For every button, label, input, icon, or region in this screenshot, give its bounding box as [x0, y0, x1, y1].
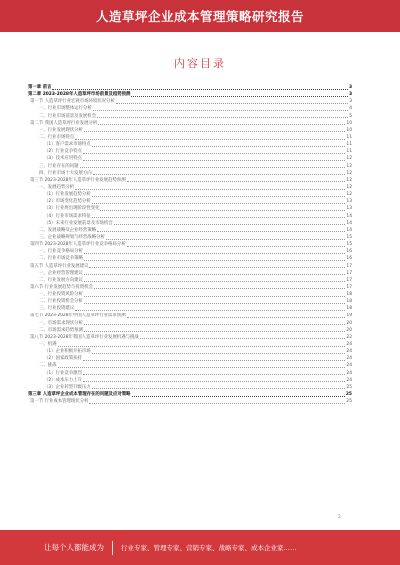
- toc-entry[interactable]: [28, 384, 352, 391]
- toc-entry-page: 19: [346, 313, 352, 319]
- toc-entry-label: 第五节 人造草坪行业发展建议: [30, 263, 89, 269]
- toc-leader-dots: [84, 252, 345, 254]
- toc-entry[interactable]: [28, 305, 352, 312]
- toc-entry-page: 17: [346, 270, 352, 276]
- toc-leader-dots: [75, 309, 345, 311]
- toc-entry-page: 16: [346, 249, 352, 255]
- toc-leader-dots: [58, 366, 346, 368]
- toc-entry-page: 20: [346, 320, 352, 326]
- toc-entry-page: 11: [346, 149, 352, 155]
- toc-entry[interactable]: [28, 105, 352, 112]
- toc-entry[interactable]: [28, 127, 352, 134]
- toc-entry-label: 第三章 人造草坪企业成本管理存在的问题及应对策略: [28, 392, 131, 398]
- toc-entry-page: 18: [346, 292, 352, 298]
- toc-entry-page: 20: [346, 327, 352, 333]
- toc-entry[interactable]: [28, 355, 352, 362]
- toc-entry-page: 13: [346, 199, 352, 205]
- toc-leader-dots: [114, 223, 346, 225]
- toc-leader-dots: [131, 95, 348, 97]
- toc-entry-page: 3: [348, 84, 352, 90]
- toc-leader-dots: [83, 380, 345, 382]
- toc-entry[interactable]: [28, 391, 352, 398]
- toc-entry[interactable]: [28, 298, 352, 305]
- toc-entry-page: 16: [346, 256, 352, 262]
- toc-entry[interactable]: [28, 327, 352, 334]
- toc-leader-dots: [83, 373, 345, 375]
- toc-entry-page: 12: [346, 156, 352, 162]
- toc-entry[interactable]: [28, 227, 352, 234]
- toc-entry-label: （1）行业竞争激烈: [44, 370, 82, 376]
- toc-leader-dots: [84, 280, 345, 282]
- toc-leader-dots: [127, 180, 346, 182]
- toc-leader-dots: [100, 209, 345, 211]
- toc-entry-label: 二、行业投资机会分析: [39, 299, 83, 305]
- toc-entry[interactable]: [28, 398, 352, 405]
- toc-entry-page: 25: [346, 399, 352, 405]
- toc-leader-dots: [84, 302, 345, 304]
- toc-entry[interactable]: [28, 370, 352, 377]
- toc-entry-page: 12: [346, 184, 352, 190]
- toc-entry-label: 二、市场需求趋势预测: [39, 327, 83, 333]
- toc-entry-page: 14: [346, 213, 352, 219]
- toc-entry-page: 22: [346, 334, 352, 340]
- toc-leader-dots: [92, 145, 346, 147]
- toc-entry[interactable]: [28, 113, 352, 120]
- toc-entry-label: 第四节 2023-2028年人造草坪行业竞争格局分析: [30, 242, 126, 248]
- toc-entry-page: 25: [345, 392, 352, 398]
- toc-leader-dots: [84, 323, 345, 325]
- toc-entry-label: 一、行业市场整体运行分析: [39, 106, 92, 112]
- toc-entry-label: （3）企业转型升级压力: [44, 384, 91, 390]
- toc-leader-dots: [89, 266, 345, 268]
- toc-entry[interactable]: [28, 155, 352, 162]
- toc-leader-dots: [106, 238, 346, 240]
- toc-entry[interactable]: [28, 84, 352, 91]
- toc-entry-label: （2）市场变化趋势分析: [44, 199, 91, 205]
- toc-entry[interactable]: [28, 177, 352, 184]
- toc-entry-label: 第二节 我国人造草坪行业发展分析: [30, 120, 98, 126]
- toc-entry[interactable]: [28, 341, 352, 348]
- toc-entry-label: 二、行业市场竞争策略: [39, 256, 83, 262]
- toc-entry-label: （2）行业竞争特点: [44, 149, 82, 155]
- toc-entry-label: 二、发展战略及企业经营策略: [39, 227, 97, 233]
- toc-leader-dots: [84, 273, 345, 275]
- toc-leader-dots: [132, 395, 345, 397]
- toc-entry[interactable]: [28, 334, 352, 341]
- toc-leader-dots: [84, 330, 345, 332]
- toc-entry-page: 14: [346, 220, 352, 226]
- toc-entry[interactable]: [28, 234, 352, 241]
- toc-entry-page: 10: [346, 127, 352, 133]
- toc-entry-label: 第二章 2023-2028年人造草坪市场前景及趋势预测: [28, 92, 131, 98]
- toc-entry[interactable]: [28, 120, 352, 127]
- toc-entry-label: 第七节 2023-2028年中国人造草坪行业需求预测: [30, 313, 126, 319]
- toc-entry-page: 11: [346, 134, 352, 140]
- header-banner: [0, 0, 400, 32]
- toc-entry-page: 12: [346, 163, 352, 169]
- toc-entry-label: 第八节 2023-2028年我国人造草坪行业发展机遇与挑战: [30, 334, 139, 340]
- footer-banner: [0, 530, 400, 565]
- toc-leader-dots: [116, 102, 348, 104]
- toc-entry[interactable]: [28, 277, 352, 284]
- toc-entry[interactable]: [28, 213, 352, 220]
- toc-entry-label: 二、行业市场前景及发展机会: [39, 113, 97, 119]
- toc-entry-label: 三、行业投资建议: [39, 306, 75, 312]
- toc-leader-dots: [92, 195, 346, 197]
- toc-entry-label: 第一节 行业成本管理现状分析: [30, 399, 89, 405]
- toc-entry-label: 一、发展趋势分析: [39, 184, 75, 190]
- toc-entry-label: （5）未来行业发展前景及市场机会: [44, 220, 113, 226]
- toc-leader-dots: [84, 295, 345, 297]
- table-of-contents: [28, 84, 352, 405]
- toc-entry-page: 15: [346, 234, 352, 240]
- toc-entry-label: 二、行业发展方向建议: [39, 277, 83, 283]
- toc-entry[interactable]: [28, 205, 352, 212]
- toc-leader-dots: [75, 188, 345, 190]
- toc-leader-dots: [92, 387, 346, 389]
- toc-entry-label: （3）技术应用特点: [44, 156, 82, 162]
- toc-entry-page: 15: [346, 242, 352, 248]
- toc-entry-label: 二、行业市场特点: [39, 134, 75, 140]
- toc-leader-dots: [97, 116, 348, 118]
- toc-entry[interactable]: [28, 348, 352, 355]
- toc-entry-page: 13: [346, 206, 352, 212]
- toc-leader-dots: [127, 245, 346, 247]
- toc-leader-dots: [52, 88, 347, 90]
- toc-leader-dots: [58, 345, 346, 347]
- toc-entry-label: （3）行业将出现阶段性变化: [44, 206, 100, 212]
- toc-entry[interactable]: [28, 141, 352, 148]
- toc-entry[interactable]: [28, 291, 352, 298]
- toc-entry[interactable]: [28, 98, 352, 105]
- footer-divider: [112, 541, 113, 555]
- toc-entry-page: 18: [346, 299, 352, 305]
- toc-entry-page: 17: [346, 277, 352, 283]
- toc-entry[interactable]: [28, 198, 352, 205]
- toc-entry-label: （1）行业发展趋势分析: [44, 192, 91, 198]
- toc-entry-label: 三、企业战略规划与经营战略分析: [39, 234, 105, 240]
- toc-entry-page: 5: [349, 113, 352, 119]
- toc-entry-label: 一、行业竞争格局分析: [39, 249, 83, 255]
- toc-entry-page: 25: [346, 384, 352, 390]
- toc-entry[interactable]: [28, 255, 352, 262]
- toc-leader-dots: [92, 216, 346, 218]
- toc-entry-page: 24: [346, 377, 352, 383]
- toc-entry[interactable]: [28, 270, 352, 277]
- toc-entry-label: 四、行业市场十大发展方向: [39, 170, 92, 176]
- toc-entry-page: 4: [349, 106, 352, 112]
- toc-entry-page: 12: [346, 177, 352, 183]
- toc-leader-dots: [140, 337, 346, 339]
- toc-entry[interactable]: [28, 248, 352, 255]
- toc-entry-page: 17: [346, 263, 352, 269]
- toc-entry[interactable]: [28, 134, 352, 141]
- toc-entry[interactable]: [28, 377, 352, 384]
- toc-entry-label: （1）企业积极开拓市场: [44, 349, 91, 355]
- toc-entry[interactable]: [28, 263, 352, 270]
- toc-leader-dots: [83, 359, 345, 361]
- toc-entry[interactable]: [28, 362, 352, 369]
- toc-entry[interactable]: [28, 241, 352, 248]
- toc-entry-page: 17: [346, 284, 352, 290]
- toc-leader-dots: [84, 259, 345, 261]
- toc-leader-dots: [127, 316, 346, 318]
- toc-leader-dots: [80, 166, 346, 168]
- toc-leader-dots: [98, 123, 345, 125]
- toc-entry-label: 一、市场需求现状分析: [39, 320, 83, 326]
- toc-entry-page: 3: [349, 99, 352, 105]
- toc-entry-page: 24: [346, 342, 352, 348]
- toc-leader-dots: [75, 138, 345, 140]
- toc-title: 内容目录: [174, 57, 226, 70]
- toc-entry-page: 18: [346, 306, 352, 312]
- toc-leader-dots: [93, 173, 346, 175]
- toc-entry[interactable]: [28, 148, 352, 155]
- toc-entry-page: 12: [346, 170, 352, 176]
- footer-tagline: 行业专家、管理专家、营销专家、战略专家、成本企业家……: [121, 544, 297, 552]
- toc-entry-label: （2）成本压力上升: [44, 377, 82, 383]
- toc-entry-page: 3: [348, 92, 352, 98]
- toc-entry[interactable]: [28, 220, 352, 227]
- toc-entry-label: 一、行业投资风险分析: [39, 292, 83, 298]
- toc-leader-dots: [92, 202, 346, 204]
- toc-entry-label: 三、行业存在的问题: [39, 163, 79, 169]
- toc-entry-page: 24: [346, 370, 352, 376]
- toc-leader-dots: [89, 402, 345, 404]
- toc-entry[interactable]: [28, 163, 352, 170]
- toc-entry[interactable]: [28, 184, 352, 191]
- toc-leader-dots: [83, 159, 345, 161]
- toc-entry-page: 24: [346, 349, 352, 355]
- toc-entry-label: 第六节 行业发展趋势与投资机会: [30, 284, 93, 290]
- report-title: 人造草坪企业成本管理策略研究报告: [95, 9, 304, 24]
- toc-entry[interactable]: [28, 313, 352, 320]
- toc-entry-label: 二、挑战: [39, 363, 57, 369]
- toc-entry-label: 第一章 前言: [28, 84, 52, 90]
- toc-entry[interactable]: [28, 91, 352, 98]
- footer-slogan: 让每个人都能成为: [44, 543, 104, 552]
- toc-entry-label: （4）行业市场需求特征: [44, 213, 91, 219]
- toc-entry-label: 第一节 人造草坪行业宏观市场环境状况分析: [30, 99, 115, 105]
- toc-leader-dots: [93, 109, 349, 111]
- toc-entry[interactable]: [28, 170, 352, 177]
- toc-leader-dots: [84, 130, 345, 132]
- page-number: 2: [338, 515, 341, 520]
- toc-entry-page: 14: [346, 227, 352, 233]
- toc-entry[interactable]: [28, 191, 352, 198]
- toc-entry-page: 24: [346, 356, 352, 362]
- toc-leader-dots: [97, 230, 345, 232]
- toc-entry-label: 第三节 2023-2028年人造草坪行业发展趋势预测: [30, 177, 126, 183]
- toc-leader-dots: [92, 352, 346, 354]
- toc-entry-page: 11: [346, 142, 352, 148]
- toc-entry[interactable]: [28, 320, 352, 327]
- toc-entry-label: （1）客户需求市场特点: [44, 142, 91, 148]
- toc-entry-label: 一、机遇: [39, 342, 57, 348]
- toc-entry-label: 一、行业发展现状分析: [39, 127, 83, 133]
- toc-entry-label: （2）国家政策扶持: [44, 356, 82, 362]
- toc-leader-dots: [94, 287, 346, 289]
- toc-entry-page: 10: [346, 120, 352, 126]
- toc-entry-label: 一、企业经营管理建议: [39, 270, 83, 276]
- toc-entry-page: 12: [346, 192, 352, 198]
- toc-entry-page: 24: [346, 363, 352, 369]
- toc-leader-dots: [83, 152, 345, 154]
- toc-entry[interactable]: [28, 284, 352, 291]
